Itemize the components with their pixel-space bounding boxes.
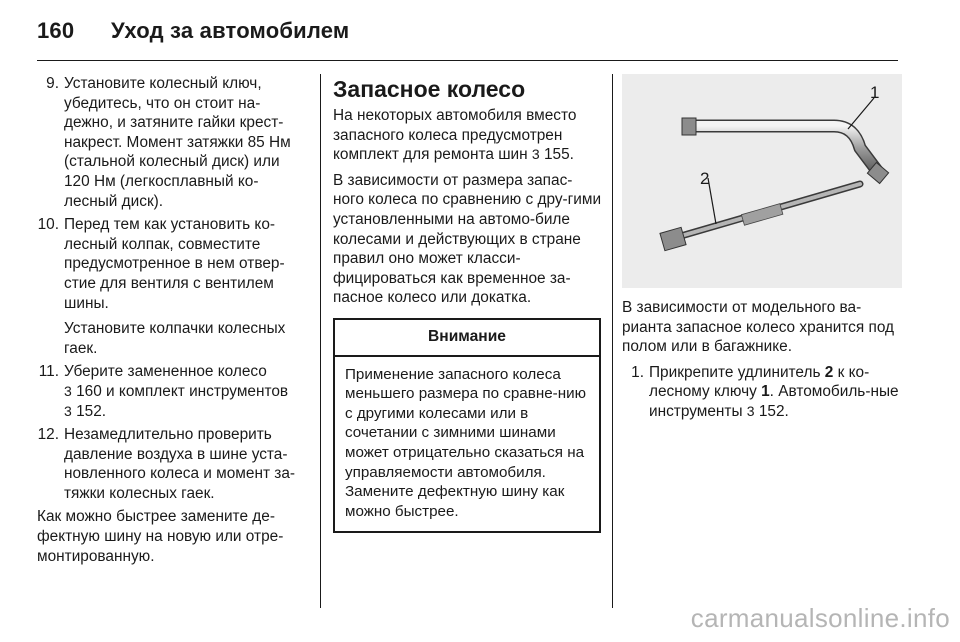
step-text: . Автомобиль-ные инструменты [649,383,899,420]
step-text: Установите колесный ключ, убедитесь, что он стоит на-дежно, и затяните гайки крест-накрест. Момент затяжки 85 Нм (стальной колесный диск) или 120 Нм (легкосплавный ко-лесный диск). [64,75,291,210]
step-number: 9. [46,75,59,92]
step-text: Прикрепите удлинитель [649,363,821,381]
steps-list-right [622,363,904,422]
step-number: 10. [37,216,59,234]
page-header [37,18,349,44]
page-number: 160 [37,18,75,43]
page-ref-icon: 3 [64,402,72,419]
list-item [622,363,904,422]
list-item [37,215,309,358]
page-ref-link[interactable]: 152. [758,402,789,420]
column-left [37,74,309,572]
caution-heading: Внимание [335,320,599,357]
wheel-wrench-icon [622,74,902,288]
step-text: Уберите замененное колесо [64,363,267,381]
list-item [37,74,309,211]
wrench-illustration [622,74,902,288]
callout-ref: 1 [761,383,770,401]
steps-list [37,74,309,503]
column-middle [333,74,603,533]
page-ref-icon: 3 [64,382,72,399]
caution-text: Применение запасного колеса меньшего размера по сравне-нию с другими колесами или в сочетании с зимними шинами может отрицательно сказаться на управляемости автомобиля. Замените дефектную шину как можно быстрее. [345,365,586,520]
step-text: Незамедлительно проверить давление воздуха в шине уста-новленного колеса и момент за-тяжки колесных гаек. [64,426,296,502]
page-ref-link[interactable]: 152. [76,402,107,420]
watermark: carmanualsonline.info [690,603,950,633]
caution-box [333,318,601,533]
list-item [37,425,309,503]
header-divider [37,60,898,61]
column-divider-2 [612,74,613,608]
callout-label-2: 2 [700,169,710,188]
step-text: и комплект инструментов [106,382,289,400]
column-right [622,74,904,426]
step-subtext: Установите колпачки колесных гаек. [64,320,286,357]
page-ref-icon: 3 [531,146,540,163]
intro-paragraph [333,106,603,165]
page-ref-icon: 3 [746,402,755,419]
step-number: 12. [37,426,59,444]
page-ref-link[interactable]: 160 [76,382,102,400]
size-paragraph: В зависимости от размера запас-ного колеса по сравнению с дру-гими установленными на автомо-биле колесами и действующих в стране правил оно может класси-фицироваться как временное за-пасное колесо или докатка. [333,171,602,307]
list-item [37,362,309,421]
paragraph-text: На некоторых автомобиля вместо запасного колеса предусмотрен комплект для ремонта шин [333,107,577,164]
section-title: Запасное колесо [333,76,526,102]
callout-ref: 2 [824,363,834,381]
column-divider-1 [320,74,321,608]
chapter-title: Уход за автомобилем [111,18,350,43]
step-number: 1. [631,363,644,381]
storage-paragraph: В зависимости от модельного ва-рианта запасное колесо хранится под полом или в багажнике. [622,299,895,356]
step-number: 11. [38,363,59,381]
callout-label-1: 1 [870,83,880,102]
step-text: к ко-лесному ключу [649,363,870,401]
page-ref-link[interactable]: 155. [544,146,574,164]
step-text: Перед тем как установить ко-лесный колпак, совместите предусмотренное в нем отвер-стие для вентиля с вентилем шины. [64,216,285,312]
closing-paragraph: Как можно быстрее замените де-фектную шину на новую или отре-монтированную. [37,508,284,565]
